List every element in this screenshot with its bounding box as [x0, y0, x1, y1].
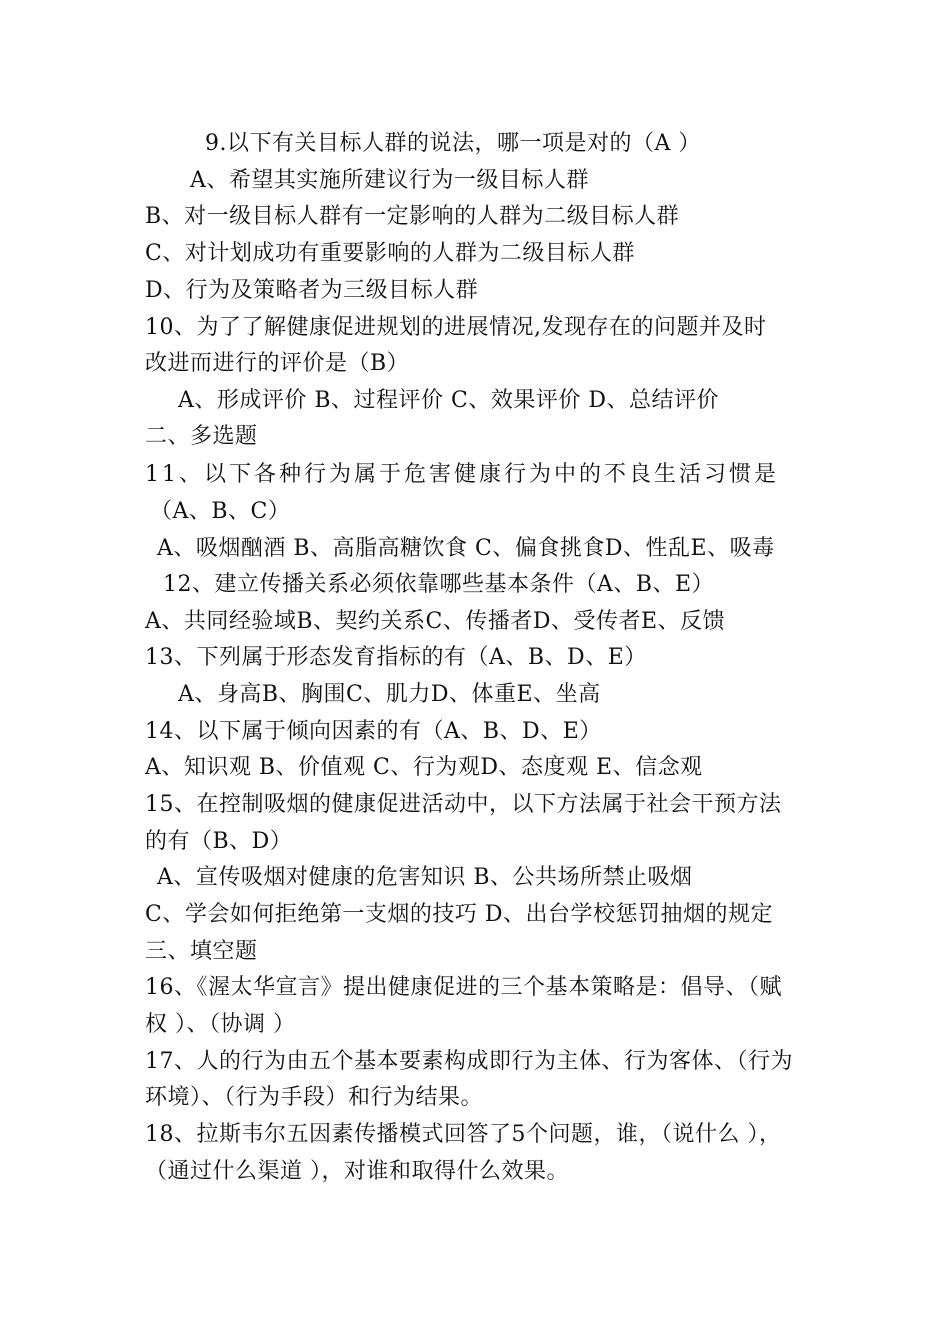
question-18-line-2: （通过什么渠道 ），对谁和取得什么效果。 — [145, 1159, 569, 1184]
question-12: 12、建立传播关系必须依靠哪些基本条件（A、B、E） — [163, 572, 715, 597]
question-16-line-2: 权 ）、（协调 ） — [145, 1012, 296, 1037]
question-10-line-1: 10、为了了解健康促进规划的进展情况,发现存在的问题并及时 — [145, 315, 767, 340]
question-15-line-1: 15、在控制吸烟的健康促进活动中，以下方法属于社会干预方法 — [145, 792, 782, 817]
question-14: 14、以下属于倾向因素的有（A、B、D、E） — [145, 719, 602, 744]
question-9-option-a: A、希望其实施所建议行为一级目标人群 — [190, 168, 589, 193]
question-11-line-1: 11、以下各种行为属于危害健康行为中的不良生活习惯是 — [145, 462, 779, 487]
question-12-options: A、共同经验域B、契约关系C、传播者D、受传者E、反馈 — [145, 609, 726, 634]
question-10-line-2: 改进而进行的评价是（B） — [145, 351, 410, 376]
question-10-options: A、形成评价 B、过程评价 C、效果评价 D、总结评价 — [178, 388, 720, 413]
question-13-options: A、身高B、胸围C、肌力D、体重E、坐高 — [178, 682, 601, 707]
section-heading-fill-in: 三、填空题 — [145, 939, 258, 964]
question-16-line-1: 16、《渥太华宣言》提出健康促进的三个基本策略是：倡导、（赋 — [145, 975, 782, 1000]
question-17-line-2: 环境）、（行为手段）和行为结果。 — [145, 1085, 484, 1110]
question-11-options: A、吸烟酗酒 B、高脂高糖饮食 C、偏食挑食D、性乱E、吸毒 — [157, 536, 775, 561]
question-15-line-2: 的有（B、D） — [145, 829, 293, 854]
question-9: 9.以下有关目标人群的说法，哪一项是对的（A ） — [205, 131, 701, 156]
section-heading-multiple-choice: 二、多选题 — [145, 424, 258, 449]
question-9-option-b: B、对一级目标人群有一定影响的人群为二级目标人群 — [145, 204, 680, 229]
question-15-options-ab: A、宣传吸烟对健康的危害知识 B、公共场所禁止吸烟 — [157, 865, 693, 890]
question-18-line-1: 18、拉斯韦尔五因素传播模式回答了5个问题，谁，（说什么 ）， — [145, 1122, 782, 1147]
question-13: 13、下列属于形态发育指标的有（A、B、D、E） — [145, 645, 647, 670]
question-9-option-c: C、对计划成功有重要影响的人群为二级目标人群 — [145, 241, 635, 266]
question-15-options-cd: C、学会如何拒绝第一支烟的技巧 D、出台学校惩罚抽烟的规定 — [145, 902, 773, 927]
question-9-option-d: D、行为及策略者为三级目标人群 — [145, 278, 479, 303]
question-17-line-1: 17、人的行为由五个基本要素构成即行为主体、行为客体、（行为 — [145, 1049, 793, 1074]
question-14-options: A、知识观 B、价值观 C、行为观D、态度观 E、信念观 — [145, 755, 703, 780]
question-11-answer: （A、B、C） — [150, 499, 291, 524]
